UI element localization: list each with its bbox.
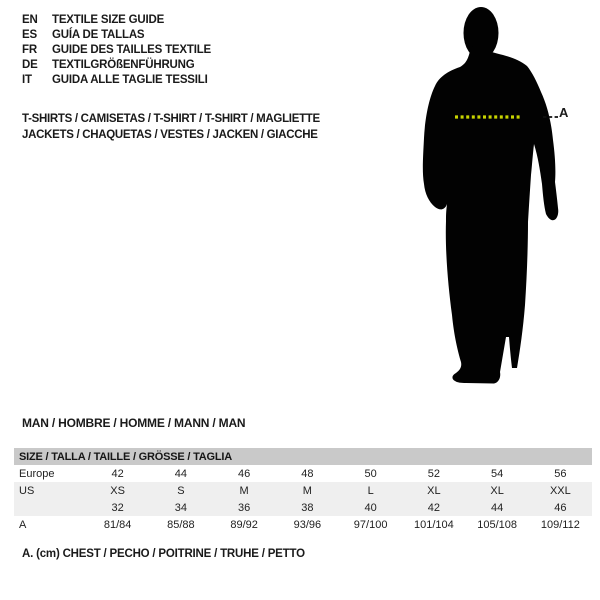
category-line-jackets: JACKETS / CHAQUETAS / VESTES / JACKEN / GIACCHE xyxy=(22,129,318,141)
cell: 93/96 xyxy=(293,518,322,531)
section-title-man: MAN / HOMBRE / HOMME / MANN / MAN xyxy=(22,416,246,430)
cell: M xyxy=(213,482,276,499)
language-code: DE xyxy=(22,59,38,71)
cell: 34 xyxy=(149,499,212,516)
row-label: US xyxy=(14,482,86,499)
garment-categories xyxy=(22,111,320,143)
language-row-en xyxy=(22,13,211,28)
language-code: EN xyxy=(22,14,38,26)
cell: XL xyxy=(402,482,465,499)
measure-label-a: A xyxy=(559,105,569,120)
language-row-it xyxy=(22,73,211,88)
language-label: GUÍA DE TALLAS xyxy=(52,29,145,41)
cell: 48 xyxy=(301,467,314,480)
row-label: Europe xyxy=(19,467,55,480)
cell: 85/88 xyxy=(167,518,195,531)
cell: 36 xyxy=(213,499,276,516)
language-code: ES xyxy=(22,29,37,41)
category-line-tshirts: T-SHIRTS / CAMISETAS / T-SHIRT / T-SHIRT / MAGLIETTE xyxy=(22,113,320,125)
measurement-footnote: A. (cm) CHEST / PECHO / POITRINE / TRUHE / PETTO xyxy=(22,548,305,560)
man-silhouette xyxy=(410,0,580,400)
cell: 89/92 xyxy=(230,518,258,531)
table-row-chest xyxy=(14,516,592,533)
cell: 97/100 xyxy=(353,518,388,531)
cell: XL xyxy=(466,482,529,499)
cell: 46 xyxy=(529,499,592,516)
cell: 105/108 xyxy=(477,518,517,531)
table-row-numeric xyxy=(14,499,592,516)
cell: 56 xyxy=(554,467,567,480)
cell: 44 xyxy=(174,467,187,480)
language-code: IT xyxy=(22,74,32,86)
size-table-header: SIZE / TALLA / TAILLE / GRÖSSE / TAGLIA xyxy=(14,448,592,465)
language-row-de xyxy=(22,58,211,73)
cell: L xyxy=(339,482,402,499)
cell: 81/84 xyxy=(103,518,132,531)
language-label: TEXTILE SIZE GUIDE xyxy=(52,14,165,26)
cell: 50 xyxy=(364,467,377,480)
language-row-fr xyxy=(22,43,211,58)
cell: 52 xyxy=(427,467,440,480)
cell: XS xyxy=(86,482,149,499)
cell: 46 xyxy=(238,467,251,480)
cell: 109/112 xyxy=(540,518,580,531)
cell: 42 xyxy=(402,499,465,516)
cell: S xyxy=(149,482,212,499)
row-label xyxy=(14,499,86,516)
cell: M xyxy=(276,482,339,499)
man-silhouette-graphic xyxy=(410,0,580,400)
language-row-es xyxy=(22,28,211,43)
size-table-header-row xyxy=(14,448,592,465)
cell: 38 xyxy=(276,499,339,516)
cell: XXL xyxy=(529,482,592,499)
cell: 54 xyxy=(491,467,504,480)
language-label: GUIDA ALLE TAGLIE TESSILI xyxy=(52,74,208,86)
size-table xyxy=(14,448,592,533)
cell: 101/104 xyxy=(413,518,454,531)
row-label: A xyxy=(19,518,27,531)
cell: 40 xyxy=(339,499,402,516)
cell: 42 xyxy=(111,467,124,480)
language-code: FR xyxy=(22,44,37,56)
table-row-europe xyxy=(14,465,592,482)
table-row-us xyxy=(14,482,592,499)
language-guide xyxy=(22,13,211,88)
cell: 32 xyxy=(86,499,149,516)
language-label: GUIDE DES TAILLES TEXTILE xyxy=(52,44,211,56)
cell: 44 xyxy=(466,499,529,516)
language-label: TEXTILGRÖßENFÜHRUNG xyxy=(52,59,195,71)
